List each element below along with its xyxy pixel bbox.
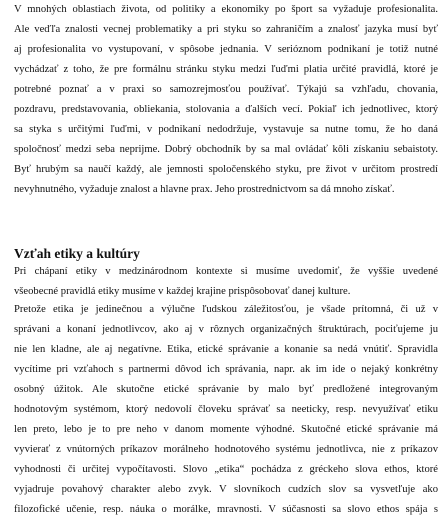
text-line: vychádzať z toho, že pre formálnu stránku styku medzi ľuďmi platia určité pravidlá, ktoré je (14, 64, 438, 75)
text-line: sa styka s určitými ľuďmi, v podnikaní nedodržuje, vystavuje sa nutne tomu, že ho daná (14, 124, 438, 135)
text-line: osobný úžitok. Ale skutočne etické správanie by malo byť predložené integrovaným (14, 384, 438, 395)
text-line: vycítime pri vzťahoch s partnermi dôvod ich správania, napr. ak im ide o nejaký konkrétny (14, 364, 438, 375)
text-line: pozdravu, predstavovania, obliekania, stolovania a ďalších vecí. Pokiaľ ich jednotlivec, ktorý (14, 104, 438, 115)
section-heading: Vzťah etiky a kultúry (14, 246, 140, 261)
paragraph-ethics-uniqueness (0, 300, 446, 520)
text-line: vyjadruje povahový charakter alebo zvyk. V slovníkoch cudzích slov sa vysvetľuje ako (14, 484, 438, 495)
paragraph-international-context (0, 262, 446, 302)
text-line: nie len kladne, ale aj negatívne. Etika, etické správanie a konanie sa nedá vnútiť. Spravidla (14, 344, 438, 355)
text-line: potrebné poznať a v praxi so samozrejmosťou používať. Týkajú sa vzhľadu, chovania, (14, 84, 438, 95)
text-line: Byť hrubým sa naučí každý, ale jemnosti spoločenského styku, pre život v určitom prostredí (14, 164, 438, 175)
text-line: V mnohých oblastiach života, od politiky a ekonomiky po šport sa vyžaduje profesionalita. (14, 4, 438, 15)
text-line: Pri chápaní etiky v medzinárodnom kontexte si musíme uvedomiť, že vyššie uvedené (14, 266, 438, 277)
text-line: len preto, lebo je to pre neho v danom momente výhodné. Skutočné etické správanie má (14, 424, 438, 435)
text-line: všeobecné pravidlá etiky musíme v každej krajine prispôsobovať danej kulture. (14, 286, 351, 297)
paragraph-professionalism (0, 0, 446, 200)
text-line: správani a konaní jednotlivcov, ako aj v rôznych organizačných štruktúrach, pociťujeme ju (14, 324, 438, 335)
text-line: vyhodnosti či určitej vypočítavosti. Slovo „etika“ pochádza z gréckeho slova ethos, ktoré (14, 464, 438, 475)
text-line: Pretože etika je jedinečnou a výlučne ľudskou záležitosťou, je všade prítomná, či už v (14, 304, 438, 315)
text-line: vyvierať z vnútorných príkazov morálneho hodnotového systému jednotlivca, nie z príkazov (14, 444, 438, 455)
text-line: spoločnosť medzi seba neprijme. Dobrý obchodník by sa mal ovládať kôli získaniu sebaistoty. (14, 144, 438, 155)
text-line: aj profesionalita vo vystupovaní, v spôsobe jednania. V serióznom podnikaní je totiž nutné (14, 44, 438, 55)
text-line: hodnotovým systémom, ktorý nedovolí človeku správať sa neeticky, resp. nevyužívať etiku (14, 404, 438, 415)
text-line: filozofické učenie, resp. náuka o morálke, mravnosti. V súčasnosti sa slovo ethos spája s (14, 504, 438, 515)
text-line: nevyhnutného, vyžaduje znalost a hlavne prax. Jeho prostrednictvom sa dá mnoho získať. (14, 184, 395, 195)
text-line: Ale veďľa znalosti vecnej problematiky a pri styku so zahraničím a znalosť jazyka musí byť (14, 24, 438, 35)
